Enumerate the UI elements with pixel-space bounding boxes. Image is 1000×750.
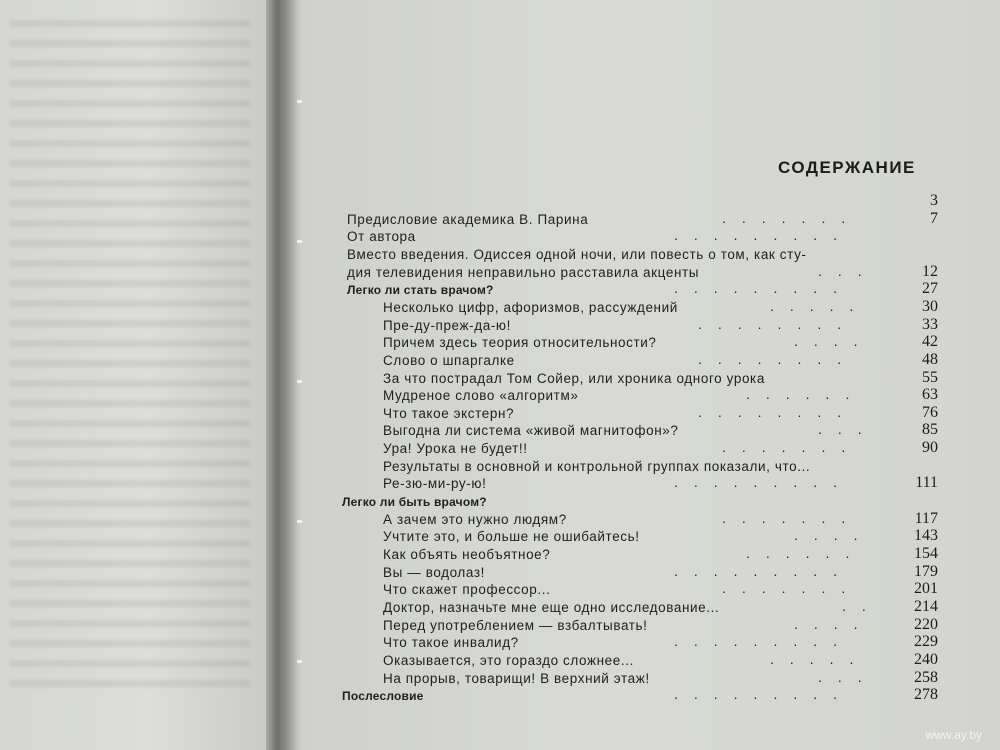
toc-entry-title: Ре-зю-ми-ру-ю! [383, 476, 487, 492]
leader-dots: ..... [770, 650, 870, 667]
toc-page-number: 111 [915, 474, 938, 492]
leader-dots: ......... [674, 686, 854, 703]
toc-entry-title: Ура! Урока не будет!! [383, 441, 528, 457]
toc-page-number: 90 [922, 439, 938, 457]
toc-entry-title: Предисловие академика В. Парина [347, 211, 589, 227]
toc-page-number: 48 [922, 350, 938, 368]
toc-entry-title: За что пострадал Том Сойер, или хроника одного урока [383, 370, 765, 386]
toc-entry-title: Слово о шпаргалке [383, 352, 515, 368]
leader-dots: ......... [674, 474, 854, 491]
toc-page-number: 154 [914, 545, 938, 562]
toc-entry-title: Вместо введения. Одиссея одной ночи, или повесть о том, как сту- [347, 246, 807, 262]
leader-dots: ....... [722, 580, 862, 597]
page-title: СОДЕРЖАНИЕ [778, 158, 916, 177]
leader-dots: ....... [722, 509, 862, 526]
toc-entry-title: Пре-ду-преж-да-ю! [383, 317, 511, 333]
toc-page-number: 229 [914, 633, 938, 651]
toc-entry-title: Что такое экстерн? [383, 405, 515, 421]
toc-entry-title: Несколько цифр, афоризмов, рассуждений [383, 299, 678, 315]
toc-entry-title: Что такое инвалид? [383, 635, 519, 651]
toc-entry-title: Легко ли быть врачом? [342, 495, 487, 510]
leader-dots: ........ [698, 350, 858, 367]
toc-page-number: 220 [914, 615, 938, 633]
toc-entry-title: Результаты в основной и контрольной группах показали, что... [383, 458, 811, 474]
toc-page-number: 12 [922, 262, 938, 280]
toc-entry-title: Что скажет профессор... [383, 582, 551, 598]
toc-entry-title: На прорыв, товарищи! В верхний этаж! [383, 670, 650, 686]
watermark: www.ay.by [925, 728, 982, 742]
toc-page-number: 85 [922, 421, 938, 439]
toc-entry-title: Учтите это, и больше не ошибайтесь! [383, 529, 640, 545]
leader-dots: ......... [674, 562, 854, 579]
leader-dots: ...... [746, 386, 866, 403]
toc-page-number: 30 [922, 297, 938, 315]
leader-dots: .. [842, 597, 882, 614]
leader-dots: .... [794, 333, 874, 350]
leader-dots: ......... [674, 280, 854, 297]
leader-dots: ........ [698, 315, 858, 332]
toc-page-number: 258 [914, 668, 938, 686]
toc-page-number: 63 [922, 386, 938, 404]
toc-page-number: 278 [914, 686, 938, 704]
leader-dots: ....... [722, 439, 862, 456]
toc-page-number: 33 [922, 315, 938, 333]
leader-dots: ... [818, 421, 878, 438]
toc-entry-title: Как объять необъятное? [383, 547, 551, 562]
toc-page-number: 42 [922, 333, 938, 351]
toc-entry-title: Перед употреблением — взбалтывать! [383, 617, 648, 633]
toc-page-number: 27 [922, 280, 938, 298]
leader-dots: ... [818, 668, 878, 685]
toc-page-number: 201 [914, 580, 938, 598]
leader-dots: ...... [746, 545, 866, 561]
toc-entry-title: Мудреное слово «алгоритм» [383, 388, 579, 404]
toc-entry-title: Оказывается, это гораздо сложнее... [383, 652, 634, 668]
toc-page-number: 7 [930, 209, 938, 227]
toc-page-number: 179 [914, 562, 938, 580]
toc-entry-title: А зачем это нужно людям? [383, 511, 567, 527]
toc-page-number: 240 [914, 650, 938, 668]
toc-page-number: 3 [930, 192, 938, 209]
toc-page-number: 55 [922, 368, 938, 386]
toc-entry-title: Выгодна ли система «живой магнитофон»? [383, 423, 679, 439]
toc-entry-title: Вы — водолаз! [383, 564, 486, 580]
leader-dots: .... [794, 615, 874, 632]
toc-page-number: 143 [914, 527, 938, 545]
toc-entry-title: От автора [347, 229, 416, 245]
toc-entry-title: Причем здесь теория относительности? [383, 335, 657, 351]
leader-dots: ........ [698, 403, 858, 420]
toc-entry-title: дия телевидения неправильно расставила акценты [347, 264, 700, 280]
toc-page-number: 76 [922, 403, 938, 421]
toc-page-number: 117 [914, 509, 938, 527]
leader-dots: ....... [722, 209, 862, 226]
toc-entry-title: Доктор, назначьте мне еще одно исследование... [383, 599, 720, 615]
leader-dots: ... [818, 262, 878, 279]
leader-dots: ......... [674, 633, 854, 650]
leader-dots: ..... [770, 297, 870, 314]
leader-dots: .... [794, 527, 874, 544]
leader-dots: ......... [674, 227, 854, 244]
toc-page-number: 214 [914, 597, 938, 615]
toc-entry-title: Послесловие [342, 689, 424, 704]
toc-entry-title: Легко ли стать врачом? [347, 283, 494, 298]
